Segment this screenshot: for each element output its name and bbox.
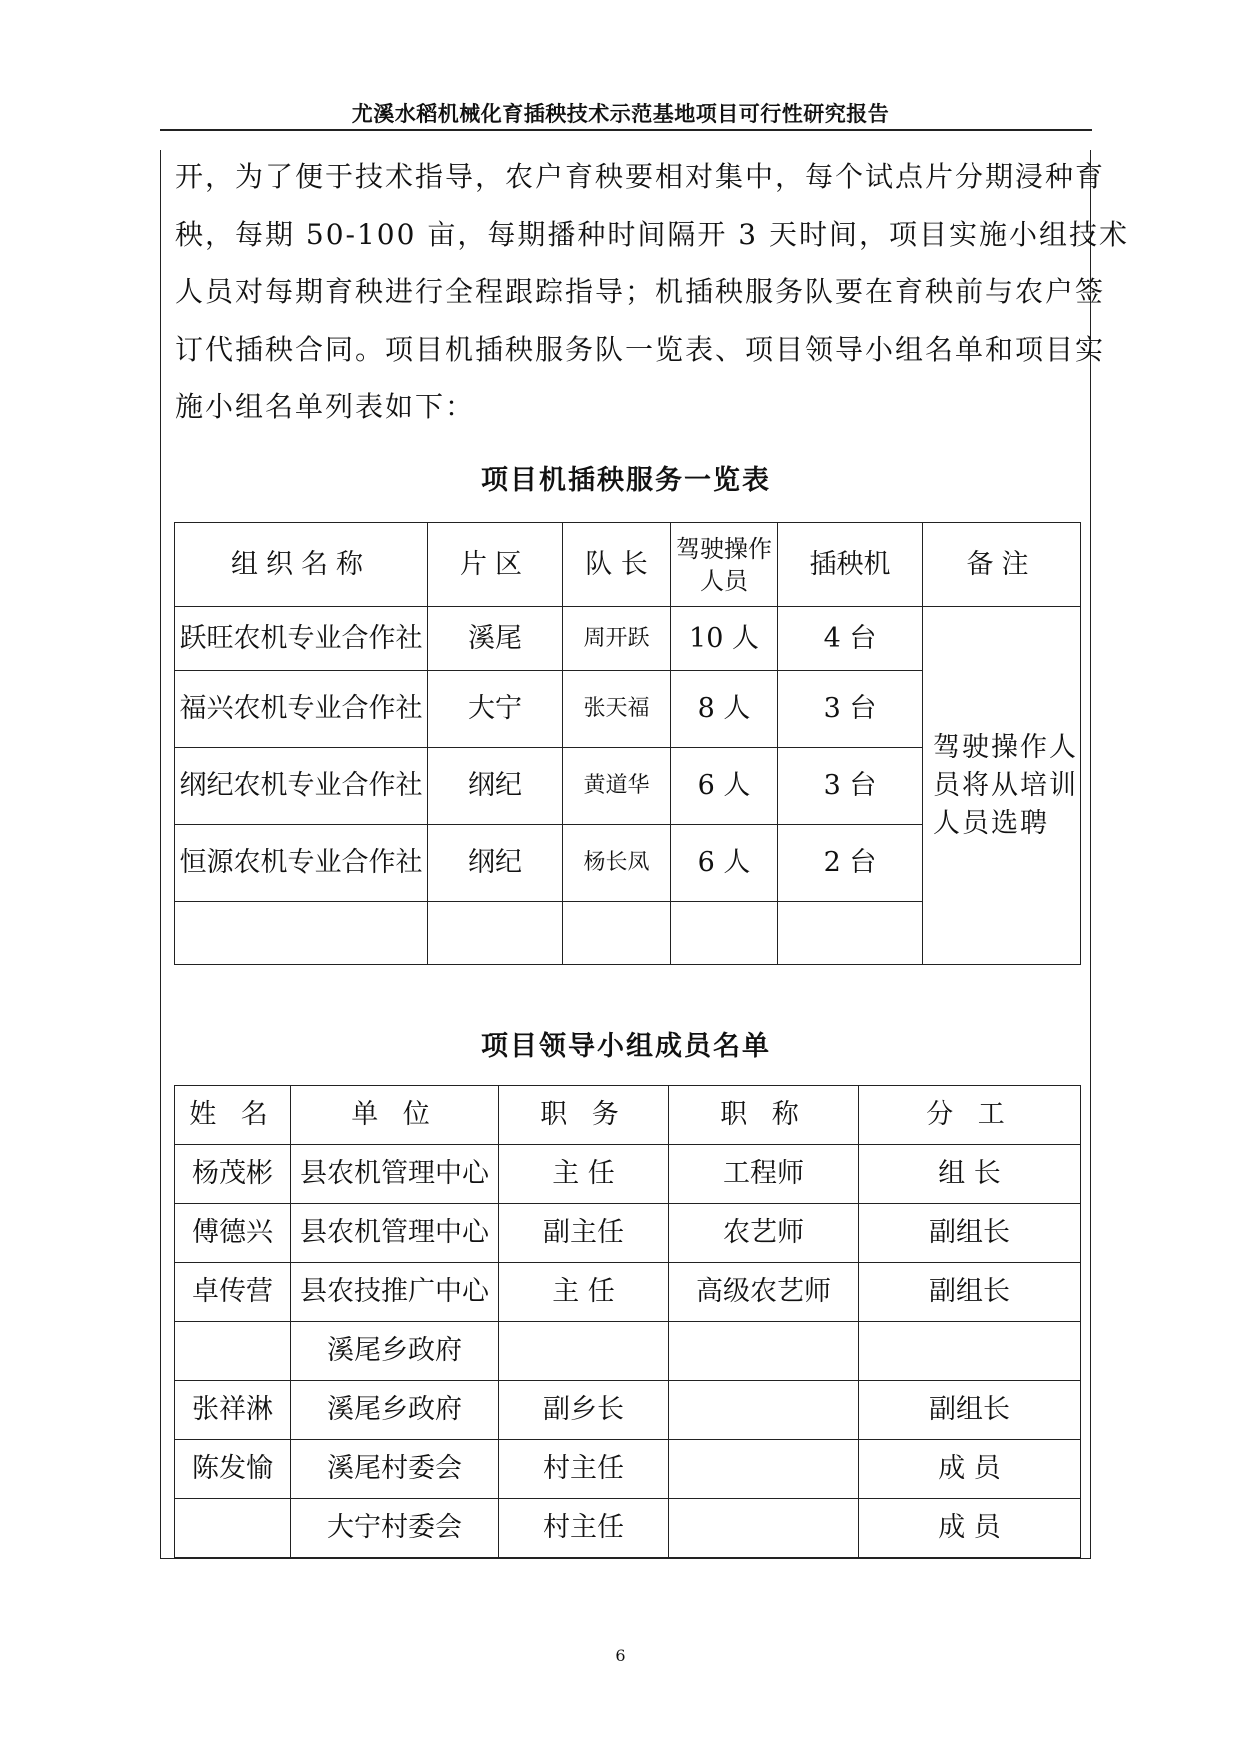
header-cell-leader: 队 长 <box>563 523 671 607</box>
operators-cell: 10 人 <box>671 607 778 671</box>
area-cell: 纲纪 <box>428 825 563 902</box>
title-cell <box>669 1499 859 1558</box>
title-cell: 工程师 <box>669 1145 859 1204</box>
leader-cell: 杨长凤 <box>563 825 671 902</box>
table-row <box>175 1381 1081 1440</box>
table-header-row <box>175 1086 1081 1145</box>
service-table-title: 项目机插秧服务一览表 <box>481 465 771 496</box>
header-cell-name: 姓 名 <box>175 1086 291 1145</box>
empty-cell <box>175 902 428 965</box>
table-row <box>175 607 1081 671</box>
name-cell: 傅德兴 <box>175 1204 291 1263</box>
role-cell: 副组长 <box>859 1381 1081 1440</box>
table-header-row <box>175 523 1081 607</box>
remark-cell: 驾驶操作人员将从培训人员选聘 <box>923 607 1081 965</box>
org-cell: 恒源农机专业合作社 <box>175 825 428 902</box>
title-cell <box>669 1381 859 1440</box>
title-cell <box>669 1322 859 1381</box>
operators-cell: 6 人 <box>671 748 778 825</box>
title-cell <box>669 1440 859 1499</box>
header-cell-org: 组织名称 <box>175 523 428 607</box>
unit-cell: 溪尾乡政府 <box>291 1381 499 1440</box>
machines-cell: 4 台 <box>778 607 923 671</box>
role-cell <box>859 1322 1081 1381</box>
paragraph-line: 人员对每期育秧进行全程跟踪指导；机插秧服务队要在育秧前与农户签 <box>175 275 1106 308</box>
unit-cell: 溪尾村委会 <box>291 1440 499 1499</box>
leader-cell: 张天福 <box>563 671 671 748</box>
name-cell <box>175 1322 291 1381</box>
post-cell <box>499 1322 669 1381</box>
header-cell-operators: 驾驶操作人员 <box>671 523 778 607</box>
empty-cell <box>428 902 563 965</box>
header-cell-unit: 单 位 <box>291 1086 499 1145</box>
name-cell: 卓传营 <box>175 1263 291 1322</box>
role-cell: 组 长 <box>859 1145 1081 1204</box>
paragraph-line: 秧，每期 50-100 亩，每期播种时间隔开 3 天时间，项目实施小组技术 <box>175 217 1129 251</box>
role-cell: 成 员 <box>859 1440 1081 1499</box>
post-cell: 村主任 <box>499 1440 669 1499</box>
area-cell: 纲纪 <box>428 748 563 825</box>
machines-cell: 3 台 <box>778 671 923 748</box>
paragraph-line: 订代插秧合同。项目机插秧服务队一览表、项目领导小组名单和项目实 <box>175 332 1106 366</box>
table-row <box>175 1145 1081 1204</box>
operators-cell: 8 人 <box>671 671 778 748</box>
name-cell <box>175 1499 291 1558</box>
org-cell: 福兴农机专业合作社 <box>175 671 428 748</box>
service-table <box>174 522 1081 965</box>
table-row <box>175 1440 1081 1499</box>
intro-paragraph <box>175 148 1129 436</box>
post-cell: 村主任 <box>499 1499 669 1558</box>
leader-cell: 周开跃 <box>563 607 671 671</box>
header-cell-area: 片区 <box>428 523 563 607</box>
table-row <box>175 1322 1081 1381</box>
name-cell: 陈发愉 <box>175 1440 291 1499</box>
unit-cell: 溪尾乡政府 <box>291 1322 499 1381</box>
name-cell: 张祥淋 <box>175 1381 291 1440</box>
post-cell: 副乡长 <box>499 1381 669 1440</box>
post-cell: 副主任 <box>499 1204 669 1263</box>
post-cell: 主 任 <box>499 1145 669 1204</box>
report-header-title: 尤溪水稻机械化育插秧技术示范基地项目可行性研究报告 <box>351 102 890 126</box>
machines-cell: 3 台 <box>778 748 923 825</box>
leader-table-title: 项目领导小组成员名单 <box>481 1031 771 1062</box>
header-cell-machines: 插秧机 <box>778 523 923 607</box>
machines-cell: 2 台 <box>778 825 923 902</box>
paragraph-line: 开，为了便于技术指导，农户育秧要相对集中，每个试点片分期浸种育 <box>175 160 1106 193</box>
empty-cell <box>671 902 778 965</box>
table-row <box>175 1499 1081 1558</box>
header-cell-title: 职 称 <box>669 1086 859 1145</box>
empty-cell <box>563 902 671 965</box>
unit-cell: 县农机管理中心 <box>291 1204 499 1263</box>
unit-cell: 县农机管理中心 <box>291 1145 499 1204</box>
leader-cell: 黄道华 <box>563 748 671 825</box>
unit-cell: 大宁村委会 <box>291 1499 499 1558</box>
role-cell: 副组长 <box>859 1263 1081 1322</box>
org-cell: 纲纪农机专业合作社 <box>175 748 428 825</box>
area-cell: 大宁 <box>428 671 563 748</box>
header-rule <box>160 129 1092 131</box>
post-cell: 主 任 <box>499 1263 669 1322</box>
role-cell: 成 员 <box>859 1499 1081 1558</box>
leader-table <box>174 1085 1081 1558</box>
unit-cell: 县农技推广中心 <box>291 1263 499 1322</box>
header-cell-remark: 备注 <box>923 523 1081 607</box>
name-cell: 杨茂彬 <box>175 1145 291 1204</box>
org-cell: 跃旺农机专业合作社 <box>175 607 428 671</box>
page-number: 6 <box>615 1646 626 1665</box>
operators-cell: 6 人 <box>671 825 778 902</box>
table-row <box>175 1204 1081 1263</box>
title-cell: 高级农艺师 <box>669 1263 859 1322</box>
area-cell: 溪尾 <box>428 607 563 671</box>
role-cell: 副组长 <box>859 1204 1081 1263</box>
title-cell: 农艺师 <box>669 1204 859 1263</box>
table-row <box>175 1263 1081 1322</box>
header-cell-post: 职 务 <box>499 1086 669 1145</box>
paragraph-line: 施小组名单列表如下： <box>175 390 476 423</box>
empty-cell <box>778 902 923 965</box>
header-cell-role: 分 工 <box>859 1086 1081 1145</box>
